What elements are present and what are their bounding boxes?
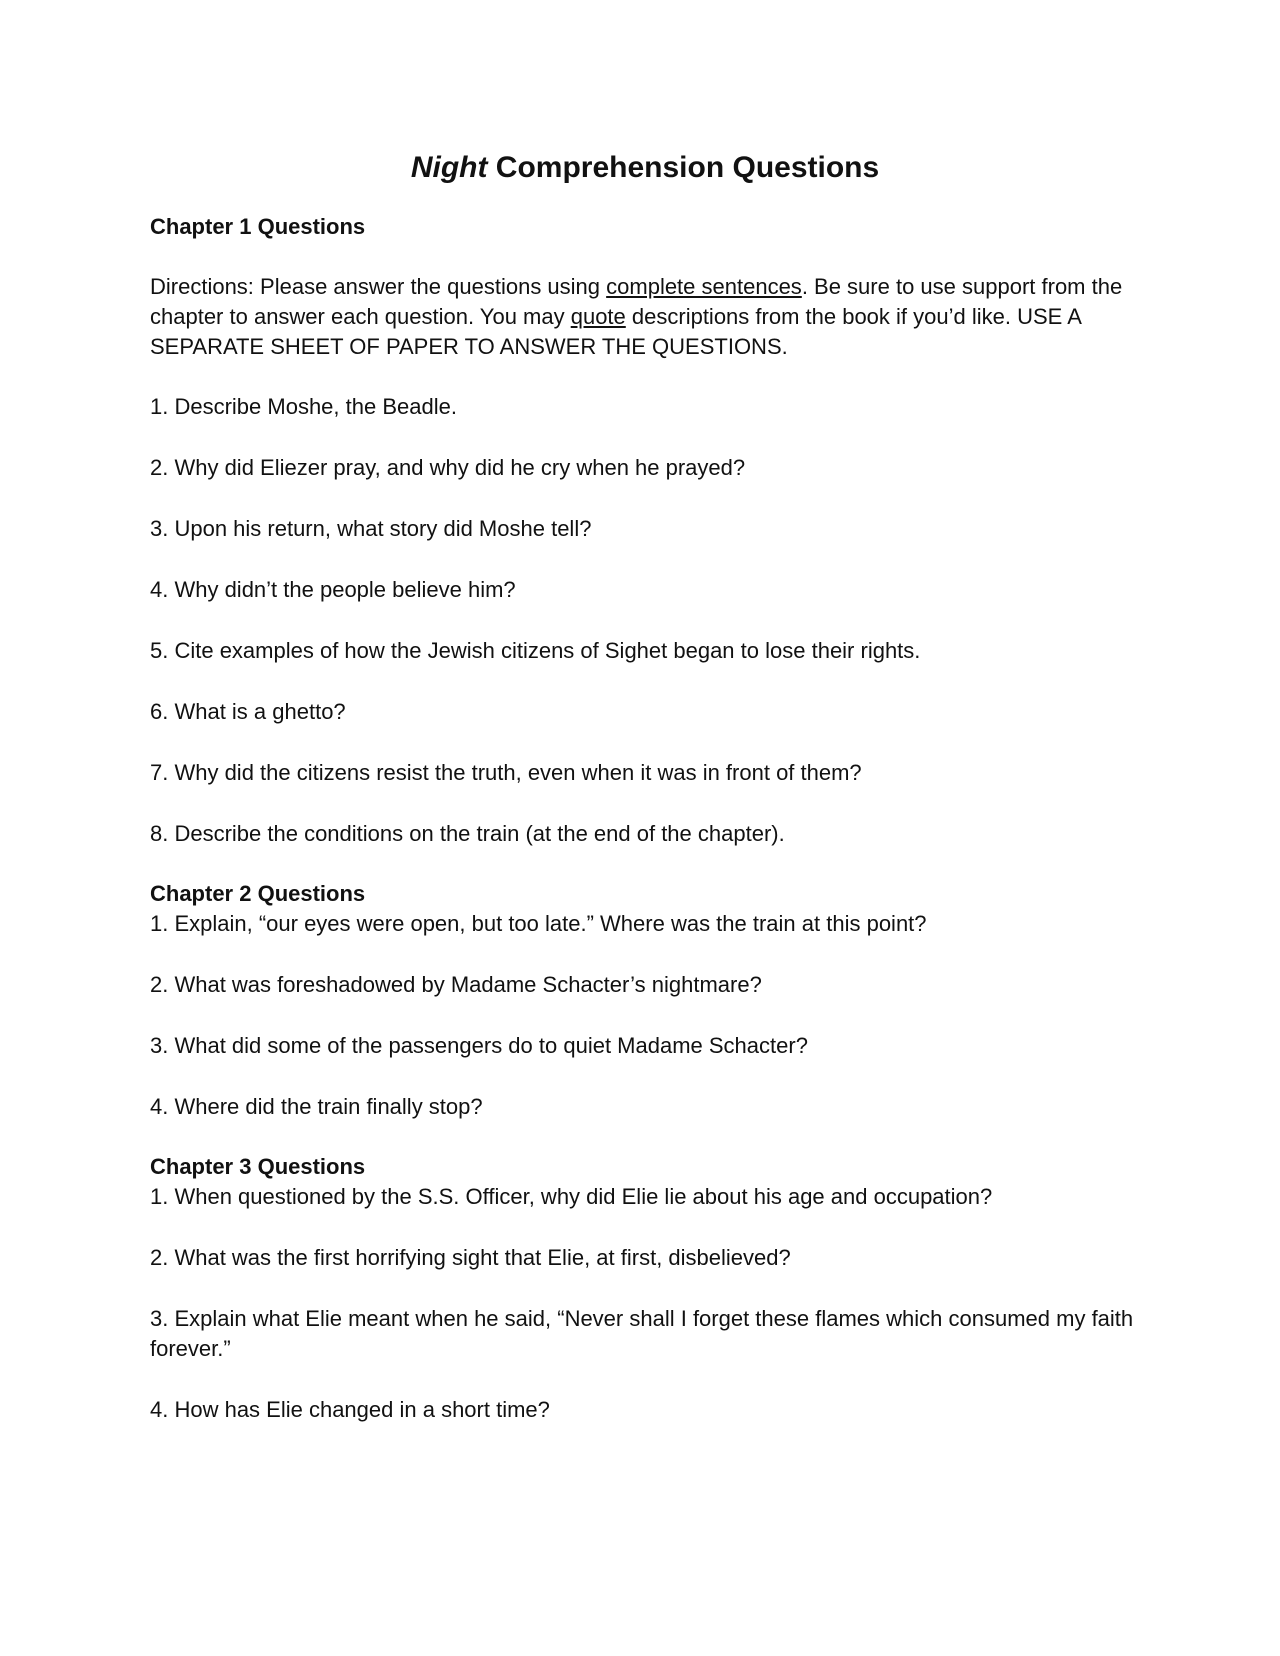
question-item: 6. What is a ghetto? <box>150 699 346 724</box>
question-item: 2. What was foreshadowed by Madame Schacter’s nightmare? <box>150 972 762 997</box>
directions-underline-quote: quote <box>570 304 626 329</box>
question-item: 8. Describe the conditions on the train (at the end of the chapter). <box>150 821 785 846</box>
chapter-2-heading: Chapter 2 Questions <box>150 881 366 906</box>
question-item: 4. Where did the train finally stop? <box>150 1094 483 1119</box>
book-title: Night <box>410 151 488 184</box>
chapter-1-question-list <box>150 392 1140 849</box>
chapter-2-question-list <box>150 909 1140 1122</box>
title-rest: Comprehension Questions <box>487 151 880 184</box>
question-item: 3. Upon his return, what story did Moshe tell? <box>150 516 592 541</box>
page-title <box>150 148 1140 188</box>
chapter-3-question-list <box>150 1182 1140 1425</box>
question-item: 3. Explain what Elie meant when he said, “Never shall I forget these flames which consumed my faith forever.” <box>150 1306 1134 1361</box>
directions-part-3: descriptions from the book if you’d like. USE A SEPARATE SHEET OF PAPER TO ANSWER THE QUESTIONS. <box>150 304 1081 359</box>
chapter-3-heading: Chapter 3 Questions <box>150 1154 366 1179</box>
question-item: 7. Why did the citizens resist the truth, even when it was in front of them? <box>150 760 862 785</box>
chapter-3-section <box>150 1152 1140 1425</box>
question-item: 1. When questioned by the S.S. Officer, why did Elie lie about his age and occupation? <box>150 1184 993 1209</box>
directions-text <box>150 272 1140 362</box>
question-item: 5. Cite examples of how the Jewish citizens of Sighet began to lose their rights. <box>150 638 921 663</box>
directions-part-1: Directions: Please answer the questions using <box>150 274 607 299</box>
chapter-2-section <box>150 879 1140 1122</box>
question-item: 4. Why didn’t the people believe him? <box>150 577 516 602</box>
question-item: 3. What did some of the passengers do to quiet Madame Schacter? <box>150 1033 808 1058</box>
question-item: 1. Describe Moshe, the Beadle. <box>150 394 457 419</box>
chapter-1-heading: Chapter 1 Questions <box>150 214 366 239</box>
question-item: 2. What was the first horrifying sight that Elie, at first, disbelieved? <box>150 1245 791 1270</box>
document-page <box>150 148 1140 1455</box>
question-item: 1. Explain, “our eyes were open, but too late.” Where was the train at this point? <box>150 911 927 936</box>
question-item: 2. Why did Eliezer pray, and why did he cry when he prayed? <box>150 455 746 480</box>
directions-underline-complete-sentences: complete sentences <box>606 274 802 299</box>
question-item: 4. How has Elie changed in a short time? <box>150 1397 550 1422</box>
chapter-1-section <box>150 212 1140 849</box>
directions-part-2: . Be sure to use support from the chapter to answer each question. You may <box>150 274 1123 329</box>
